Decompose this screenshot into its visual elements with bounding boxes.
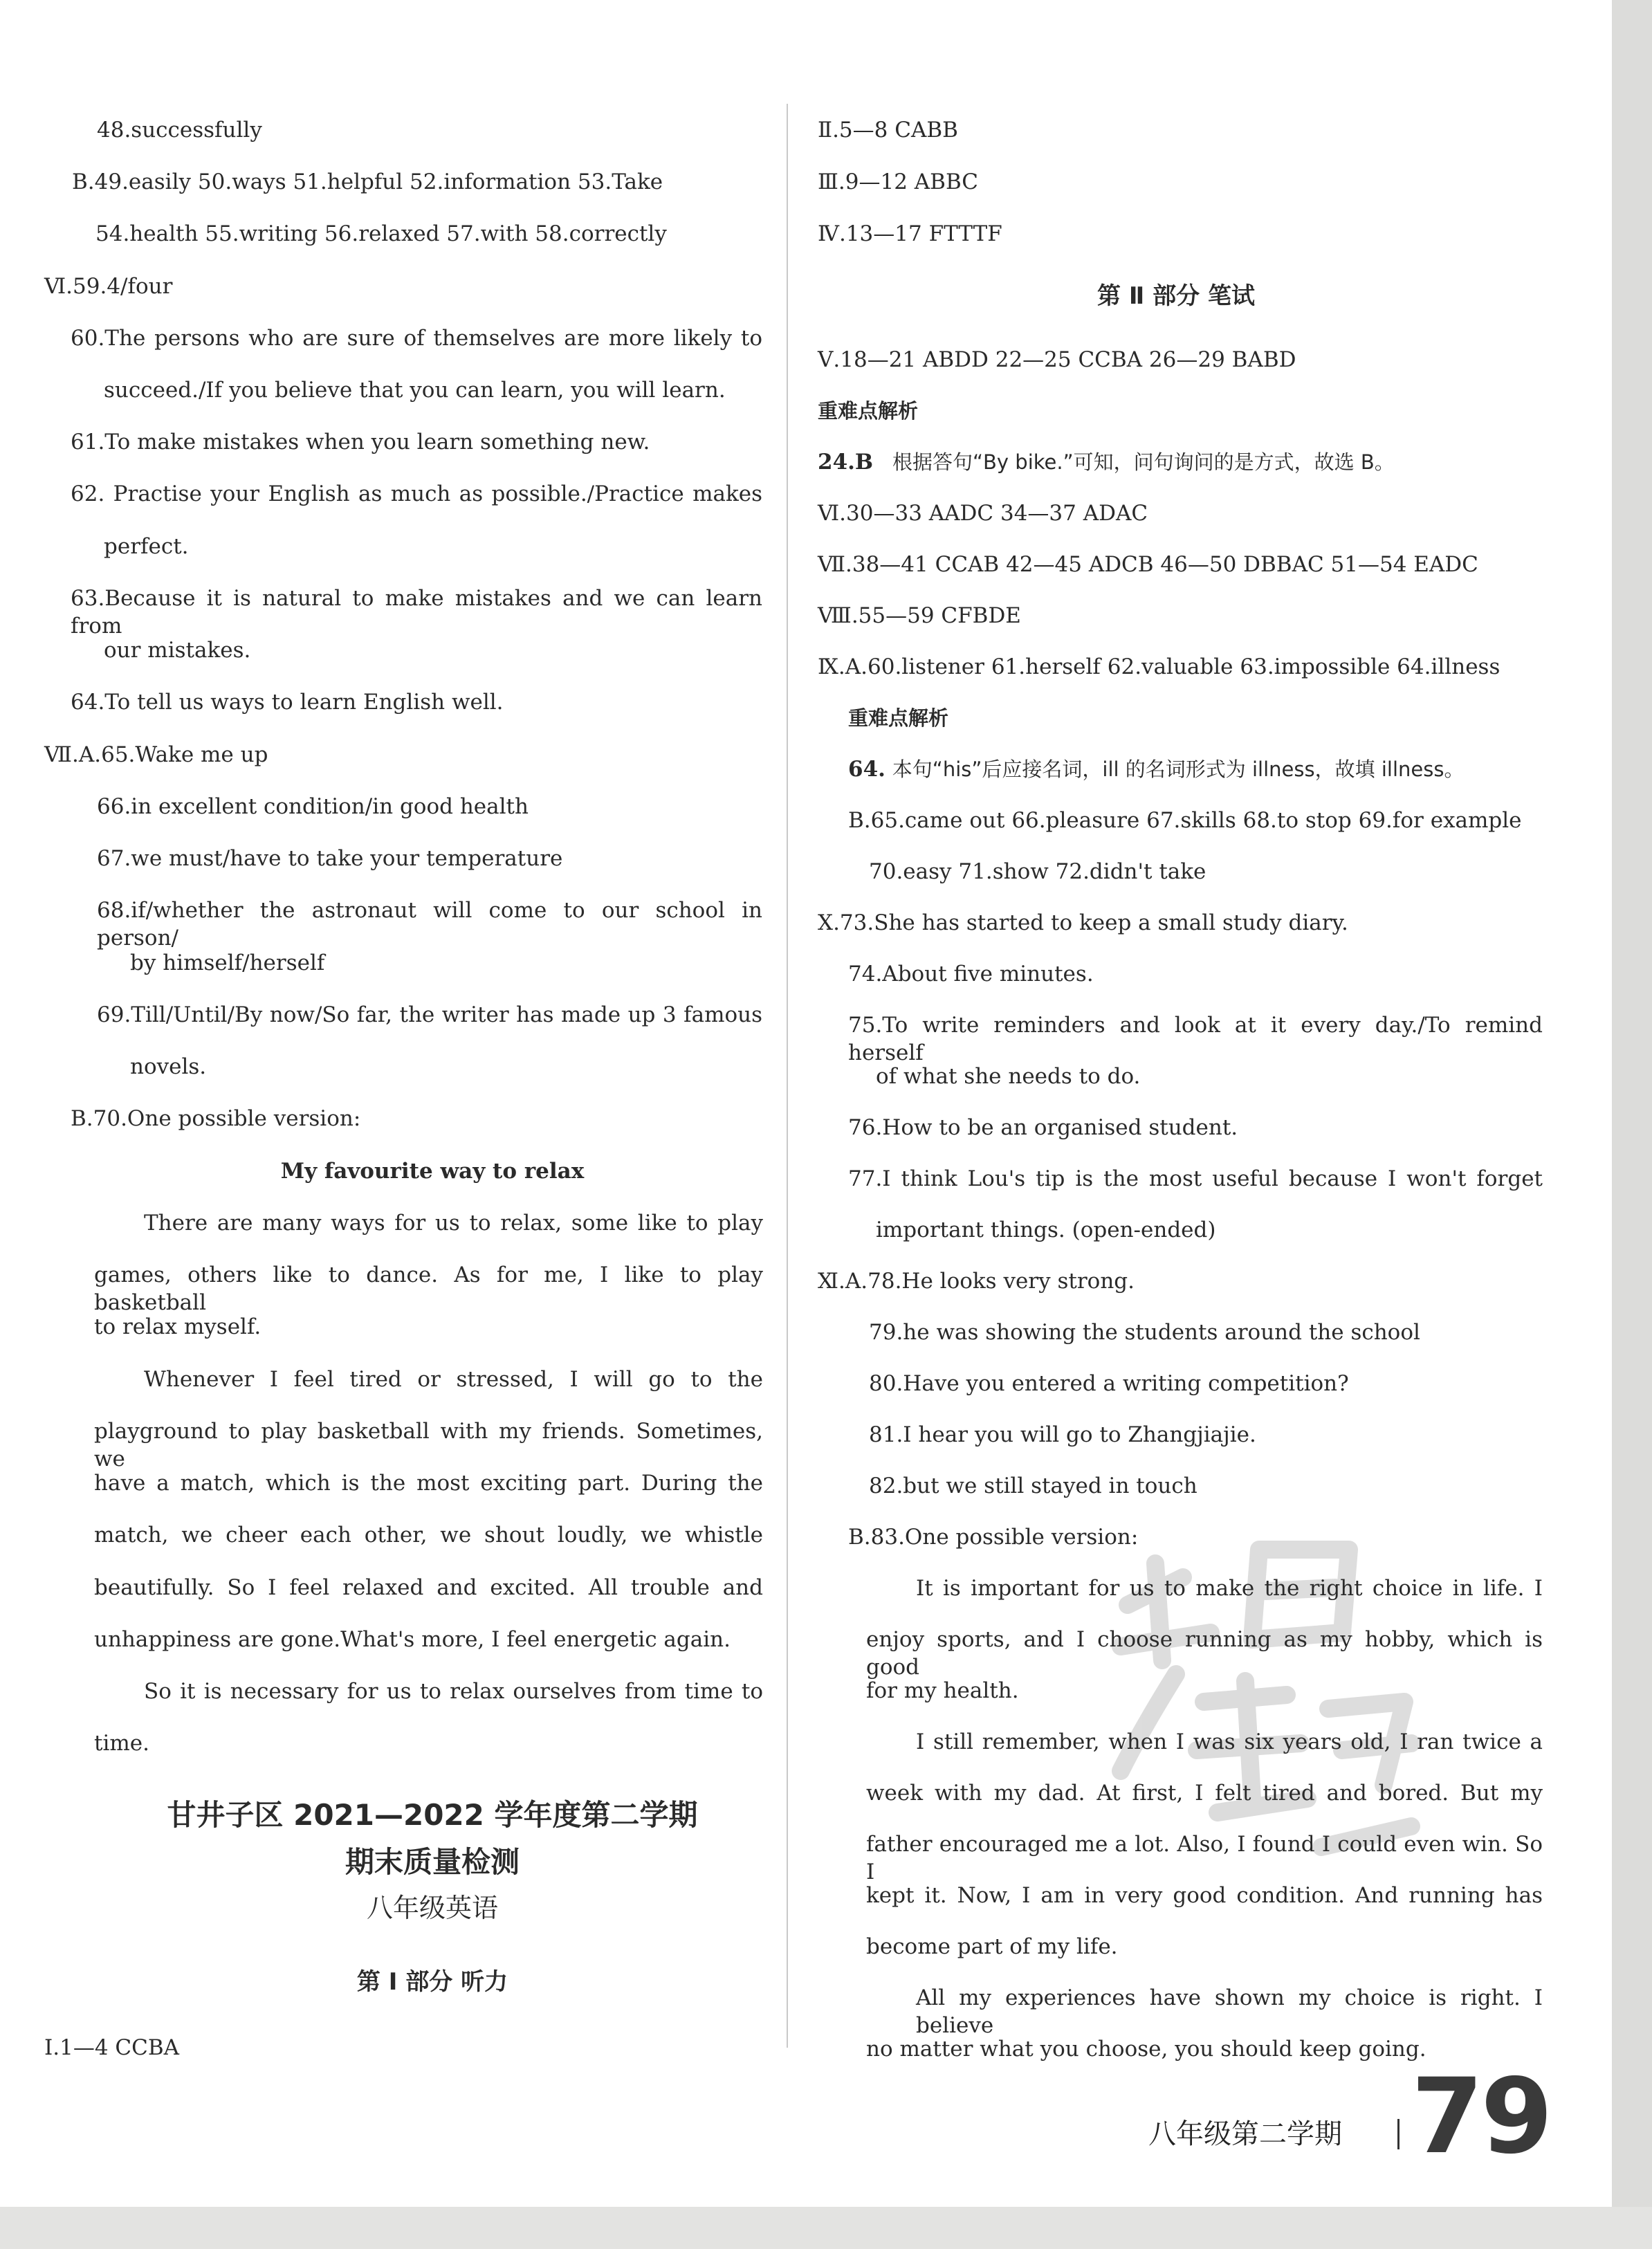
exam-title: 期末质量检测 [345, 1845, 520, 1879]
essay-line: unhappiness are gone.What's more, I feel energetic again. [94, 1627, 731, 1652]
essay-line: There are many ways for us to relax, some like to play [144, 1211, 763, 1236]
essay-line: games, others like to dance. As for me, I like to play basketball [94, 1263, 763, 1315]
answer-line: B.65.came out 66.pleasure 67.skills 68.to stop 69.for example [848, 808, 1522, 833]
answer-line: 67.we must/have to take your temperature [97, 846, 563, 871]
grade-label: 八年级第二学期 [1148, 2118, 1342, 2150]
answer-line: novels. [130, 1054, 207, 1079]
answer-line: B.83.One possible version: [848, 1525, 1139, 1550]
column-divider [787, 104, 788, 2048]
essay-line: for my health. [866, 1678, 1019, 1703]
answer-line: by himself/herself [130, 951, 325, 975]
analysis-heading: 重难点解析 [848, 706, 949, 730]
answer-line: 63.Because it is natural to make mistakes and we can learn from [71, 586, 762, 639]
answer-line: 60.The persons who are sure of themselves are more likely to [71, 326, 762, 351]
analysis-text: 根据答句“By bike.”可知，问句询问的是方式，故选 B。 [892, 450, 1395, 474]
essay-line: no matter what you choose, you should keep going. [866, 2037, 1426, 2062]
essay-line: become part of my life. [866, 1934, 1118, 1959]
answer-line: 82.but we still stayed in touch [869, 1474, 1197, 1498]
essay-line: I still remember, when I was six years old, I ran twice a [916, 1729, 1543, 1754]
answer-line: 77.I think Lou's tip is the most useful because I won't forget [848, 1166, 1543, 1191]
scan-edge-right [1612, 0, 1652, 2249]
answer-line: 64.To tell us ways to learn English well. [71, 690, 504, 715]
essay-line: enjoy sports, and I choose running as my hobby, which is good [866, 1627, 1543, 1680]
section-line: Ⅺ.A.78.He looks very strong. [818, 1269, 1135, 1294]
answer-line: of what she needs to do. [876, 1064, 1141, 1089]
section-line: Ⅹ.73.She has started to keep a small study diary. [818, 910, 1348, 935]
section-line: Ⅰ.1—4 CCBA [44, 2035, 180, 2060]
answer-line: 70.easy 71.show 72.didn't take [869, 859, 1206, 884]
answer-line: perfect. [104, 534, 189, 559]
answer-line: 74.About five minutes. [848, 962, 1094, 986]
scan-edge-bottom [0, 2207, 1652, 2249]
essay-line: beautifully. So I feel relaxed and excited. All trouble and [94, 1575, 763, 1600]
essay-line: playground to play basketball with my friends. Sometimes, we [94, 1419, 763, 1471]
answer-line: 75.To write reminders and look at it every day./To remind herself [848, 1013, 1543, 1065]
answer-line: 81.I hear you will go to Zhangjiajie. [869, 1422, 1256, 1447]
essay-line: time. [94, 1731, 149, 1756]
part-heading: 第 Ⅰ 部分 听力 [356, 1968, 508, 1996]
essay-line: father encouraged me a lot. Also, I found I could even win. So I [866, 1832, 1543, 1884]
answer-line: 61.To make mistakes when you learn something new. [71, 430, 650, 455]
answer-line: 80.Have you entered a writing competition? [869, 1371, 1349, 1396]
answer-line: 62. Practise your English as much as possible./Practice makes [71, 481, 762, 506]
answer-line: 66.in excellent condition/in good health [97, 794, 529, 819]
answer-line: 68.if/whether the astronaut will come to our school in person/ [97, 898, 762, 951]
analysis-heading: 重难点解析 [818, 399, 919, 423]
essay-line: week with my dad. At first, I felt tired and bored. But my [866, 1781, 1543, 1806]
essay-line: It is important for us to make the right choice in life. I [916, 1576, 1543, 1601]
analysis-number: 64. [848, 757, 885, 782]
answer-line: B.49.easily 50.ways 51.helpful 52.information 53.Take [72, 169, 663, 194]
answer-line: B.70.One possible version: [71, 1106, 361, 1131]
section-line: Ⅴ.18—21 ABDD 22—25 CCBA 26—29 BABD [818, 347, 1296, 372]
answer-line: 48.successfully [97, 118, 262, 143]
essay-line: Whenever I feel tired or stressed, I will go to the [144, 1367, 763, 1392]
analysis-text: 本句“his”后应接名词，ill 的名词形式为 illness，故填 illness。 [892, 758, 1465, 781]
essay-line: to relax myself. [94, 1314, 261, 1339]
exam-title: 甘井子区 2021—2022 学年度第二学期 [167, 1798, 698, 1832]
section-line: Ⅲ.9—12 ABBC [818, 169, 979, 194]
section-line: Ⅶ.A.65.Wake me up [44, 742, 268, 767]
answer-line: 79.he was showing the students around the school [869, 1320, 1420, 1345]
answer-line: succeed./If you believe that you can learn, you will learn. [104, 378, 726, 403]
section-line: Ⅶ.38—41 CCAB 42—45 ADCB 46—50 DBBAC 51—54 EADC [818, 552, 1478, 577]
answer-line: 76.How to be an organised student. [848, 1115, 1238, 1140]
page-number: 79 [1411, 2057, 1550, 2177]
essay-line: kept it. Now, I am in very good condition. And running has [866, 1883, 1543, 1908]
footer-divider [1397, 2119, 1399, 2149]
exam-subject: 八年级英语 [366, 1893, 498, 1923]
part-heading: 第 Ⅱ 部分 笔试 [1097, 282, 1255, 310]
essay-line: So it is necessary for us to relax ourselves from time to [144, 1679, 763, 1704]
section-line: Ⅱ.5—8 CABB [818, 118, 958, 143]
section-line: Ⅸ.A.60.listener 61.herself 62.valuable 63.impossible 64.illness [818, 654, 1500, 679]
section-line: Ⅷ.55—59 CFBDE [818, 603, 1021, 628]
answer-line: our mistakes. [104, 638, 251, 663]
essay-line: have a match, which is the most exciting part. During the [94, 1471, 763, 1496]
section-line: Ⅳ.13—17 FTTTF [818, 221, 1002, 246]
section-line: Ⅵ.59.4/four [44, 274, 173, 299]
answer-line: important things. (open-ended) [876, 1218, 1216, 1242]
analysis-line [848, 755, 1464, 783]
essay-line: All my experiences have shown my choice is right. I believe [916, 1985, 1543, 2038]
essay-line: match, we cheer each other, we shout loudly, we whistle [94, 1523, 763, 1548]
answer-line: 54.health 55.writing 56.relaxed 57.with 58.correctly [95, 221, 667, 246]
answer-line: 69.Till/Until/By now/So far, the writer has made up 3 famous [97, 1002, 762, 1027]
section-line: Ⅵ.30—33 AADC 34—37 ADAC [818, 501, 1148, 526]
essay-title: My favourite way to relax [280, 1159, 585, 1184]
analysis-number: 24.B [818, 450, 874, 475]
analysis-line [818, 448, 1395, 476]
